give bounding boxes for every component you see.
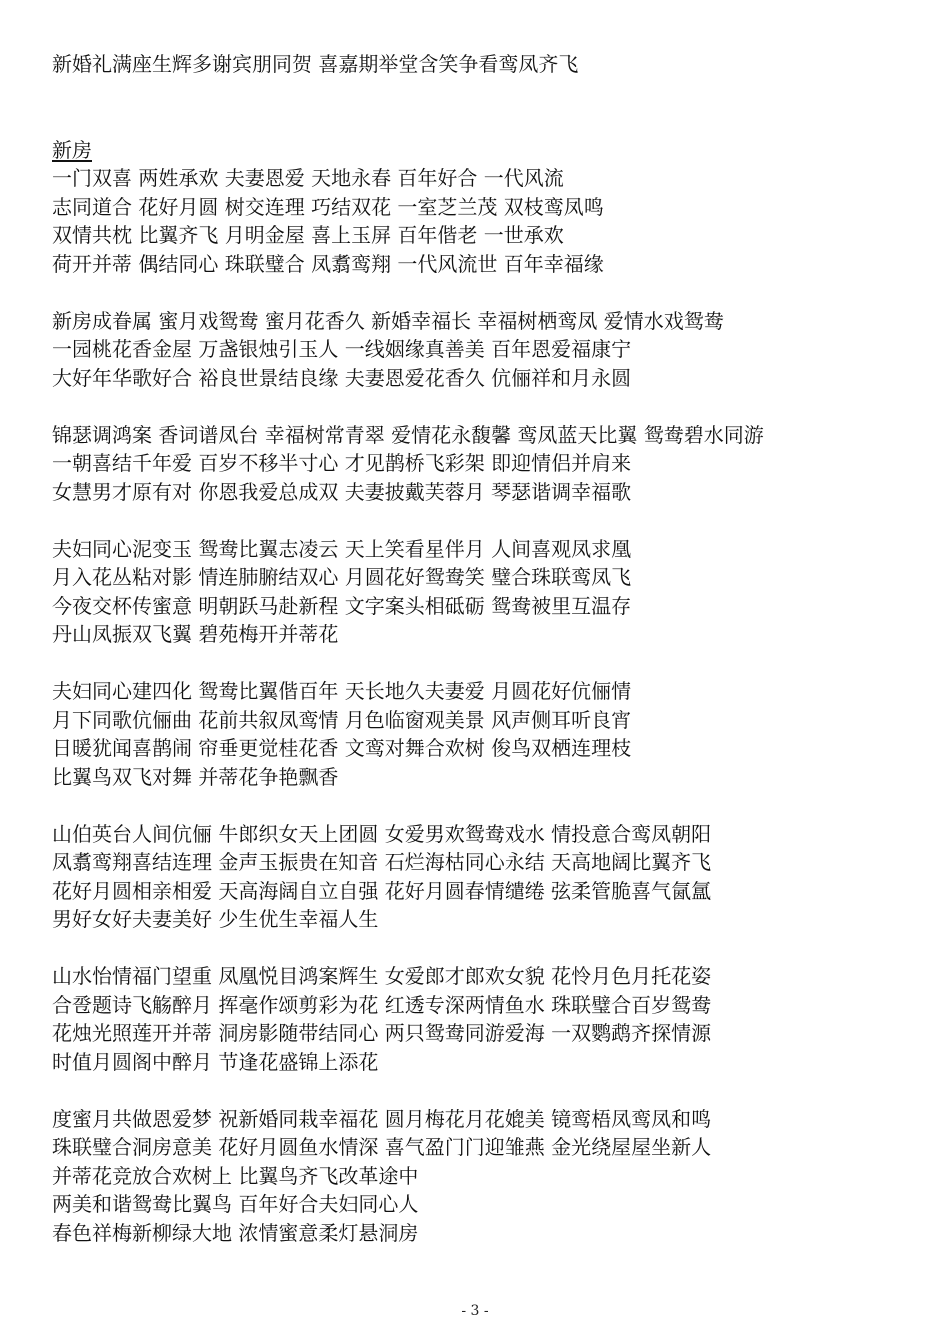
- couplet-line: 月入花丛粘对影 情连肺腑结双心 月圆花好鸳鸯笑 璧合珠联鸾凤飞: [52, 565, 632, 589]
- couplet-line: 度蜜月共做恩爱梦 祝新婚同栽幸福花 圆月梅花月花媲美 镜鸾梧凤鸾凤和鸣: [52, 1106, 712, 1131]
- couplet-line: 花烛光照莲开并蒂 洞房影随带结同心 两只鸳鸯同游爱海 一双鹦鹉齐探情源: [52, 1021, 712, 1045]
- page-number: - 3 -: [461, 1303, 489, 1319]
- couplet-line: 日暖犹闻喜鹊闹 帘垂更觉桂花香 文鸾对舞合欢树 俊鸟双栖连理枝: [52, 736, 632, 760]
- couplet-line: 今夜交杯传蜜意 明朝跃马赴新程 文字案头相砥砺 鸳鸯被里互温存: [52, 593, 632, 618]
- couplet-block: [52, 962, 932, 1076]
- couplet-line: 女慧男才原有对 你恩我爱总成双 夫妻披戴芙蓉月 琴瑟谐调幸福歌: [52, 479, 632, 504]
- couplet-line: 双情共枕 比翼齐飞 月明金屋 喜上玉屏 百年偕老 一世承欢: [52, 223, 564, 247]
- couplet-block: [52, 421, 932, 507]
- couplet-line: 月下同歌伉俪曲 花前共叙凤鸾情 月色临窗观美景 风声侧耳听良宵: [52, 707, 632, 732]
- couplet-line: 志同道合 花好月圆 树交连理 巧结双花 一室芝兰茂 双枝鸾凤鸣: [52, 194, 604, 219]
- couplet-line: 时值月圆阁中醉月 节逢花盛锦上添花: [52, 1049, 379, 1074]
- couplet-line: 珠联璧合洞房意美 花好月圆鱼水情深 喜气盈门门迎雏燕 金光绕屋屋坐新人: [52, 1135, 712, 1159]
- couplet-line: 新房成眷属 蜜月戏鸳鸯 蜜月花香久 新婚幸福长 幸福树栖鸾凤 爱情水戏鸳鸯: [52, 308, 724, 333]
- couplet-line: 花好月圆相亲相爱 天高海阔自立自强 花好月圆春情缱绻 弦柔管脆喜气氤氲: [52, 878, 712, 903]
- couplet-block: [52, 677, 932, 791]
- couplet-line: 荷开并蒂 偶结同心 珠联璧合 凤翥鸾翔 一代风流世 百年幸福缘: [52, 251, 604, 276]
- section-heading: 新房: [52, 137, 92, 162]
- couplet-line: 男好女好夫妻美好 少生优生幸福人生: [52, 907, 379, 931]
- couplet-line: 大好年华歌好合 裕良世景结良缘 夫妻恩爱花香久 伉俪祥和月永圆: [52, 365, 632, 390]
- couplet-line: 春色祥梅新柳绿大地 浓情蜜意柔灯悬洞房: [52, 1220, 419, 1245]
- couplet-block: [52, 307, 932, 393]
- couplet-line: 夫妇同心泥变玉 鸳鸯比翼志凌云 天上笑看星伴月 人间喜观凤求凰: [52, 536, 632, 561]
- couplet-block: [52, 535, 932, 649]
- couplet-line: 夫妇同心建四化 鸳鸯比翼偕百年 天长地久夫妻爱 月圆花好伉俪情: [52, 679, 632, 703]
- couplet-line: 山伯英台人间伉俪 牛郎织女天上团圆 女爱男欢鸳鸯戏水 情投意合鸾凤朝阳: [52, 821, 712, 846]
- couplet-block: [52, 164, 932, 278]
- intro-couplet: 新婚礼满座生辉多谢宾朋同贺 喜嘉期举堂含笑争看鸾凤齐飞: [52, 52, 579, 76]
- couplet-line: 并蒂花竞放合欢树上 比翼鸟齐飞改革途中: [52, 1163, 419, 1188]
- couplet-line: 合卺题诗飞觞醉月 挥毫作颂剪彩为花 红透专深两情鱼水 珠联璧合百岁鸳鸯: [52, 992, 712, 1017]
- couplet-line: 比翼鸟双飞对舞 并蒂花争艳飘香: [52, 764, 339, 789]
- couplet-line: 锦瑟调鸿案 香词谱凤台 幸福树常青翠 爱情花永馥馨 鸾凤蓝天比翼 鸳鸯碧水同游: [52, 422, 764, 447]
- couplet-line: 丹山凤振双飞翼 碧苑梅开并蒂花: [52, 622, 339, 646]
- couplet-line: 两美和谐鸳鸯比翼鸟 百年好合夫妇同心人: [52, 1192, 419, 1216]
- couplet-block: [52, 1105, 932, 1248]
- couplet-line: 一朝喜结千年爱 百岁不移半寸心 才见鹊桥飞彩架 即迎情侣并肩来: [52, 451, 632, 475]
- document-body: [52, 50, 932, 1276]
- couplet-line: 凤翥鸾翔喜结连理 金声玉振贵在知音 石烂海枯同心永结 天高地阔比翼齐飞: [52, 850, 712, 874]
- couplet-line: 一园桃花香金屋 万盏银烛引玉人 一线姻缘真善美 百年恩爱福康宁: [52, 337, 632, 361]
- couplet-block: [52, 820, 932, 934]
- couplet-line: 一门双喜 两姓承欢 夫妻恩爱 天地永春 百年好合 一代风流: [52, 166, 564, 190]
- couplet-line: 山水怡情福门望重 凤凰悦目鸿案辉生 女爱郎才郎欢女貌 花怜月色月托花姿: [52, 964, 712, 988]
